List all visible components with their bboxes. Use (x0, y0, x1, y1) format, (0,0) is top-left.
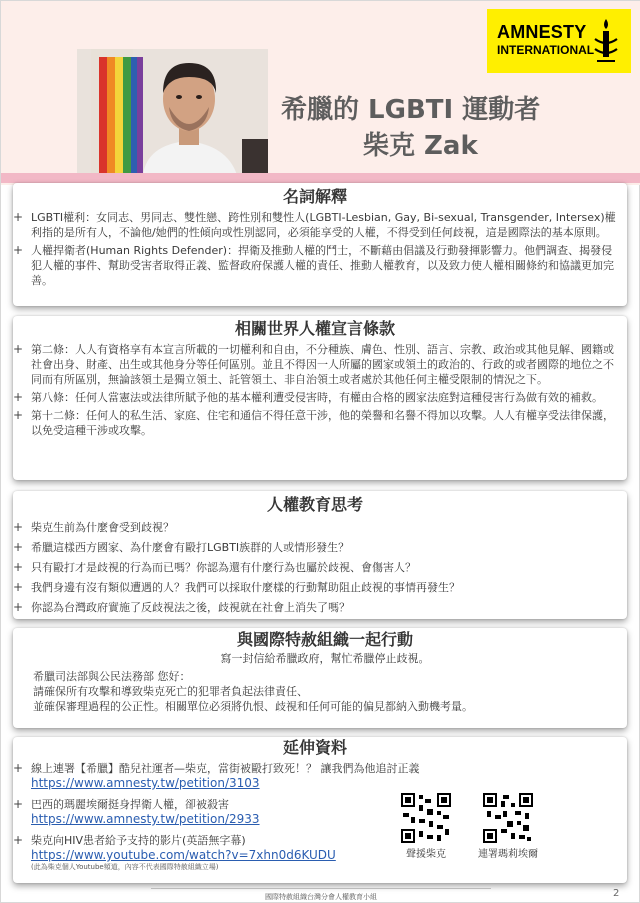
resources-section (13, 737, 627, 883)
amnesty-logo (487, 9, 631, 73)
candle-icon (591, 17, 621, 67)
portrait-photo (77, 49, 268, 175)
list-item: + 柴克生前為什麼會受到歧視？ (13, 520, 174, 534)
resource-text: 柴克向HIV患者給予支持的影片(英語無字幕) (31, 834, 246, 847)
page-number: 2 (613, 888, 620, 899)
list-item: + 我們身邊有沒有類似遭遇的人？我們可以採取什麼樣的行動幫助阻止歧視的事情再發生？ (13, 580, 460, 594)
letter-line: 請確保所有攻擊和導致柴克死亡的犯罪者負起法律責任、 (33, 685, 308, 698)
action-subtitle: 寫一封信給希臘政府，幫忙希臘停止歧視。 (220, 652, 430, 665)
page-header (1, 1, 640, 185)
qr2-label: 連署瑪莉埃爾 (478, 849, 538, 860)
list-item: + 你認為台灣政府實施了反歧視法之後，歧視就在社會上消失了嗎？ (13, 600, 350, 614)
list-item: + 第十二條：任何人的私生活、家庭、住宅和通信不得任意干涉，他的榮譽和名譽不得加以攻擊。人人有權享受法律保護，以免受這種干涉或攻擊。 (13, 408, 614, 437)
udhr-title: 相關世界人權宣言條款 (234, 319, 395, 338)
list-item: + LGBTI權利：女同志、男同志、雙性戀、跨性別和雙性人(LGBTI-Lesbian, Gay, Bi-sexual, Transgender, Intersex)權利指的是所有人，不論他/她們的性傾向或性別認同，必須能享受的人權，不得受到任何歧視，這是國際法的基本原則。 (13, 210, 616, 239)
petition-link[interactable]: https://www.amnesty.tw/petition/3103 (31, 776, 260, 790)
list-item: + 只有毆打才是歧視的行為而已嗎？你認為還有什麼行為也屬於歧視、會傷害人？ (13, 560, 416, 574)
list-item: + 人權捍衛者(Human Rights Defender)：捍衛及推動人權的鬥士，不斷藉由倡議及行動發揮影響力。他們調查、揭發侵犯人權的事件、幫助受害者取得正義、監督政府保護人權的責任、推動人權教育，以及致力使人權相關條約和協議更加完善。 (13, 243, 614, 287)
question-text: 柴克生前為什麼會受到歧視？ (31, 521, 174, 534)
header-divider (1, 173, 640, 183)
video-link[interactable]: https://www.youtube.com/watch?v=7xhn0d6KUDU (31, 848, 336, 862)
page-title: 希臘的 LGBTI 運動者 (281, 95, 541, 125)
terms-title: 名詞解釋 (282, 187, 347, 206)
logo-line2: INTERNATIONAL (497, 43, 595, 57)
question-text: 希臘這樣西方國家、為什麼會有毆打LGBTI族群的人或情形發生？ (31, 541, 350, 554)
article-text: 第二條：人人有資格享有本宣言所載的一切權利和自由，不分種族、膚色、性別、語言、宗教、政治或其他見解、國籍或社會出身、財產、出生或其他身分等任何區別。並且不得因一人所屬的國家或領土的政治的、行政的或者國際的地位之不同而有所區別，無論該領土是獨立領土、託管領土、非自治領土或者處於其他任何主權受限制的情況之下。 (31, 343, 614, 386)
term-text: LGBTI權利：女同志、男同志、雙性戀、跨性別和雙性人(LGBTI-Lesbian, Gay, Bi-sexual, Transgender, Intersex)權利指的是所有人，不論他/她們的性傾向或性別認同，必須能享受的人權，不得受到任何歧視，這是國際法的基本原則。 (31, 211, 616, 239)
question-text: 你認為台灣政府實施了反歧視法之後，歧視就在社會上消失了嗎？ (31, 601, 350, 614)
qr1-label: 聲援柴克 (406, 849, 446, 860)
reflection-section (13, 491, 627, 619)
list-item: + 線上連署【希臘】酷兒社運者—柴克，當街被毆打致死！？ 讓我們為他追討正義 https://www.amnesty.tw/petition/3103 (13, 761, 617, 791)
resource-note: (此為柴克個人Youtube頻道，內容不代表國際特赦組織立場) (31, 863, 219, 871)
qr-code-icon[interactable] (483, 793, 533, 843)
page-subtitle: 柴克 Zak (363, 131, 478, 161)
qr-code-icon[interactable] (401, 793, 451, 843)
question-text: 我們身邊有沒有類似遭遇的人？我們可以採取什麼樣的行動幫助阻止歧視的事情再發生？ (31, 581, 460, 594)
action-section (13, 628, 627, 728)
resource-text: 線上連署【希臘】酷兒社運者—柴克，當街被毆打致死！？ 讓我們為他追討正義 (31, 762, 420, 775)
article-text: 第十二條：任何人的私生活、家庭、住宅和通信不得任意干涉，他的榮譽和名譽不得加以攻擊。人人有權享受法律保護，以免受這種干涉或攻擊。 (31, 409, 614, 437)
article-text: 第八條：任何人當憲法或法律所賦予他的基本權利遭受侵害時，有權由合格的國家法庭對這種侵害行為做有效的補救。 (31, 391, 603, 404)
list-item: + 巴西的瑪麗埃爾挺身捍衛人權，卻被殺害 https://www.amnesty.tw/petition/2933 (13, 797, 617, 827)
resource-text: 巴西的瑪麗埃爾挺身捍衛人權，卻被殺害 (31, 798, 229, 811)
resources-title: 延伸資料 (282, 738, 347, 757)
letter-line: 希臘司法部與公民法務部 您好： (33, 670, 191, 683)
list-item: + 第八條：任何人當憲法或法律所賦予他的基本權利遭受侵害時，有權由合格的國家法庭對這種侵害行為做有效的補救。 (13, 390, 603, 404)
list-item: + 柴克向HIV患者給予支持的影片(英語無字幕) https://www.youtube.com/watch?v=7xhn0d6KUDU (此為柴克個人Youtube頻道，內容不代表國際特赦組織立場) (13, 833, 617, 872)
list-item: + 第二條：人人有資格享有本宣言所載的一切權利和自由，不分種族、膚色、性別、語言、宗教、政治或其他見解、國籍或社會出身、財產、出生或其他身分等任何區別。並且不得因一人所屬的國家或領土的政治的、行政的或者國際的地位之不同而有所區別，無論該領土是獨立領土、託管領土、非自治領土或者處於其他任何主權受限制的情況之下。 (13, 342, 614, 386)
logo-line1: AMNESTY (497, 22, 587, 42)
footer-divider (151, 888, 491, 889)
footer-org: 國際特赦組織台灣分會人權教育小組 (265, 893, 377, 901)
udhr-section (13, 316, 627, 480)
terms-section (13, 183, 627, 306)
action-title: 與國際特赦組織一起行動 (236, 630, 413, 649)
question-text: 只有毆打才是歧視的行為而已嗎？你認為還有什麼行為也屬於歧視、會傷害人？ (31, 561, 416, 574)
letter-line: 並確保審理過程的公正性。相關單位必須將仇恨、歧視和任何可能的偏見都納入動機考量。 (33, 700, 473, 713)
list-item: + 希臘這樣西方國家、為什麼會有毆打LGBTI族群的人或情形發生？ (13, 540, 350, 554)
reflection-title: 人權教育思考 (266, 495, 363, 514)
petition-link[interactable]: https://www.amnesty.tw/petition/2933 (31, 812, 260, 826)
term-text: 人權捍衛者(Human Rights Defender)：捍衛及推動人權的鬥士，不斷藉由倡議及行動發揮影響力。他們調查、揭發侵犯人權的事件、幫助受害者取得正義、監督政府保護人權的責任、推動人權教育，以及致力使人權相關條約和協議更加完善。 (31, 244, 614, 287)
